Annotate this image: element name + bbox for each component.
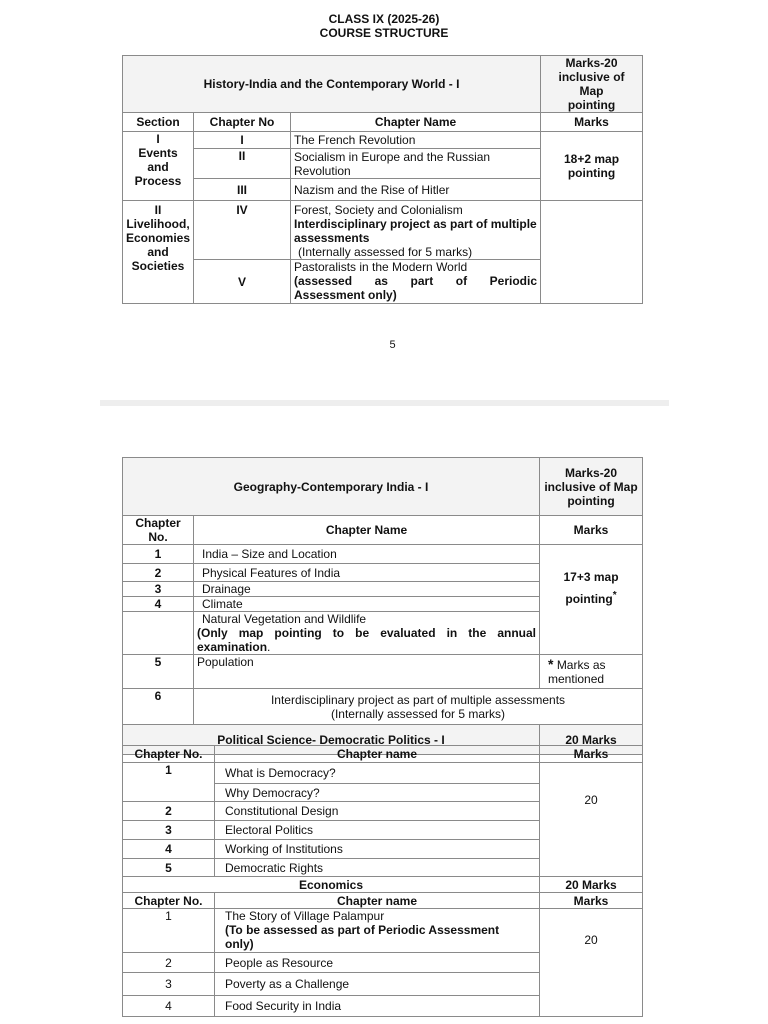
col-chapter-name-header: Chapter Name (291, 113, 541, 132)
geography-marks-value: 17+3 map pointing* (540, 545, 643, 655)
chapter-no-cell: 2 (123, 802, 215, 821)
chapter-name-cell: Working of Institutions (215, 840, 540, 859)
chapter-no-empty (123, 612, 194, 655)
chapter-no-cell: II (194, 149, 291, 179)
col-marks-header: Marks (540, 746, 643, 763)
class-title: CLASS IX (2025-26) (328, 12, 440, 26)
history-marks-header: Marks-20 inclusive of Map pointing (541, 56, 643, 113)
chapter-name-cell: People as Resource (215, 953, 540, 973)
page-2 (0, 406, 768, 1024)
chapter-no-cell: IV (194, 201, 291, 260)
chapter-name-cell: Pastoralists in the Modern World (assessed as part of Periodic Assessment only) (291, 260, 541, 304)
course-structure-title: COURSE STRUCTURE (319, 26, 449, 40)
page-1 (0, 0, 768, 400)
col-chapter-no-header: Chapter No. (123, 746, 215, 763)
chapter-name-cell: The Story of Village Palampur (To be assessed as part of Periodic Assessment only) (215, 909, 540, 953)
chapter-name-cell: The French Revolution (291, 132, 541, 149)
col-chapter-name-header: Chapter name (215, 746, 540, 763)
chapter-name-cell: Poverty as a Challenge (215, 973, 540, 996)
chapter-no-cell: V (194, 260, 291, 304)
col-marks-header: Marks (541, 113, 643, 132)
chapter-no-cell: 1 (123, 545, 194, 564)
section-1-cell: I Events and Process (123, 132, 194, 201)
chapter-name-cell: Nazism and the Rise of Hitler (291, 179, 541, 201)
chapter-no-cell: 5 (123, 859, 215, 877)
chapter-name-cell: Natural Vegetation and Wildlife (Only map pointing to be evaluated in the annual examination. (194, 612, 540, 655)
chapter-name-cell: Socialism in Europe and the Russian Revolution (291, 149, 541, 179)
chapter-name-cell: Food Security in India (215, 996, 540, 1017)
geography-title: Geography-Contemporary India - I (123, 458, 540, 516)
geography-table (122, 457, 643, 755)
section-2-cell: II Livelihood, Economies and Societies (123, 201, 194, 304)
polsci-marks-value: 20 (540, 763, 643, 877)
chapter-name-cell: Population (194, 655, 540, 689)
chapter-no-cell: 3 (123, 582, 194, 597)
col-section-header: Section (123, 113, 194, 132)
chapter-no-cell: 1 (123, 909, 215, 953)
chapter-no-cell: 3 (123, 973, 215, 996)
chapter-name-cell: India – Size and Location (194, 545, 540, 564)
chapter-no-cell: 5 (123, 655, 194, 689)
col-chapter-no-header: Chapter No (194, 113, 291, 132)
col-chapter-name-header: Chapter name (215, 893, 540, 909)
chapter-name-cell: Interdisciplinary project as part of multiple assessments (Internally assessed for 5 marks) (194, 689, 643, 725)
chapter-name-cell: Physical Features of India (194, 564, 540, 582)
history-table (122, 55, 643, 304)
geography-marks-header: Marks-20 inclusive of Map pointing (540, 458, 643, 516)
chapter-name-cell: Forest, Society and Colonialism Interdisciplinary project as part of multiple assessments (Internally assessed for 5 marks) (291, 201, 541, 260)
polsci-title: Political Science- Democratic Politics - I (123, 725, 540, 755)
col-marks-header: Marks (540, 893, 643, 909)
history-marks-value: 18+2 map pointing (541, 132, 643, 201)
chapter-name-cell: Democratic Rights (215, 859, 540, 877)
chapter-name-cell: Climate (194, 597, 540, 612)
polsci-marks-header: 20 Marks (540, 725, 643, 755)
col-chapter-no-header: Chapter No. (123, 516, 194, 545)
chapter-no-cell: 4 (123, 597, 194, 612)
economics-title: Economics (123, 877, 540, 893)
chapter-no-cell: 1 (123, 763, 215, 802)
chapter-no-cell: III (194, 179, 291, 201)
chapter-name-cell: Drainage (194, 582, 540, 597)
page-number: 5 (389, 339, 396, 351)
chapter-no-cell: 4 (123, 996, 215, 1017)
economics-marks-value: 20 (540, 909, 643, 1017)
chapter-no-cell: 2 (123, 953, 215, 973)
chapter-no-cell: 6 (123, 689, 194, 725)
chapter-no-cell: 4 (123, 840, 215, 859)
col-marks-header: Marks (540, 516, 643, 545)
chapter-no-cell: 3 (123, 821, 215, 840)
history-marks-empty (541, 201, 643, 304)
chapter-name-cell: Why Democracy? (215, 784, 540, 802)
polsci-table (122, 745, 643, 1017)
chapter-name-cell: What is Democracy? (215, 763, 540, 784)
chapter-name-cell: Electoral Politics (215, 821, 540, 840)
col-chapter-name-header: Chapter Name (194, 516, 540, 545)
chapter-no-cell: I (194, 132, 291, 149)
economics-marks-header: 20 Marks (540, 877, 643, 893)
history-title: History-India and the Contemporary World - I (123, 56, 541, 113)
chapter-no-cell: 2 (123, 564, 194, 582)
marks-note: * Marks as mentioned (540, 655, 643, 689)
chapter-name-cell: Constitutional Design (215, 802, 540, 821)
col-chapter-no-header: Chapter No. (123, 893, 215, 909)
